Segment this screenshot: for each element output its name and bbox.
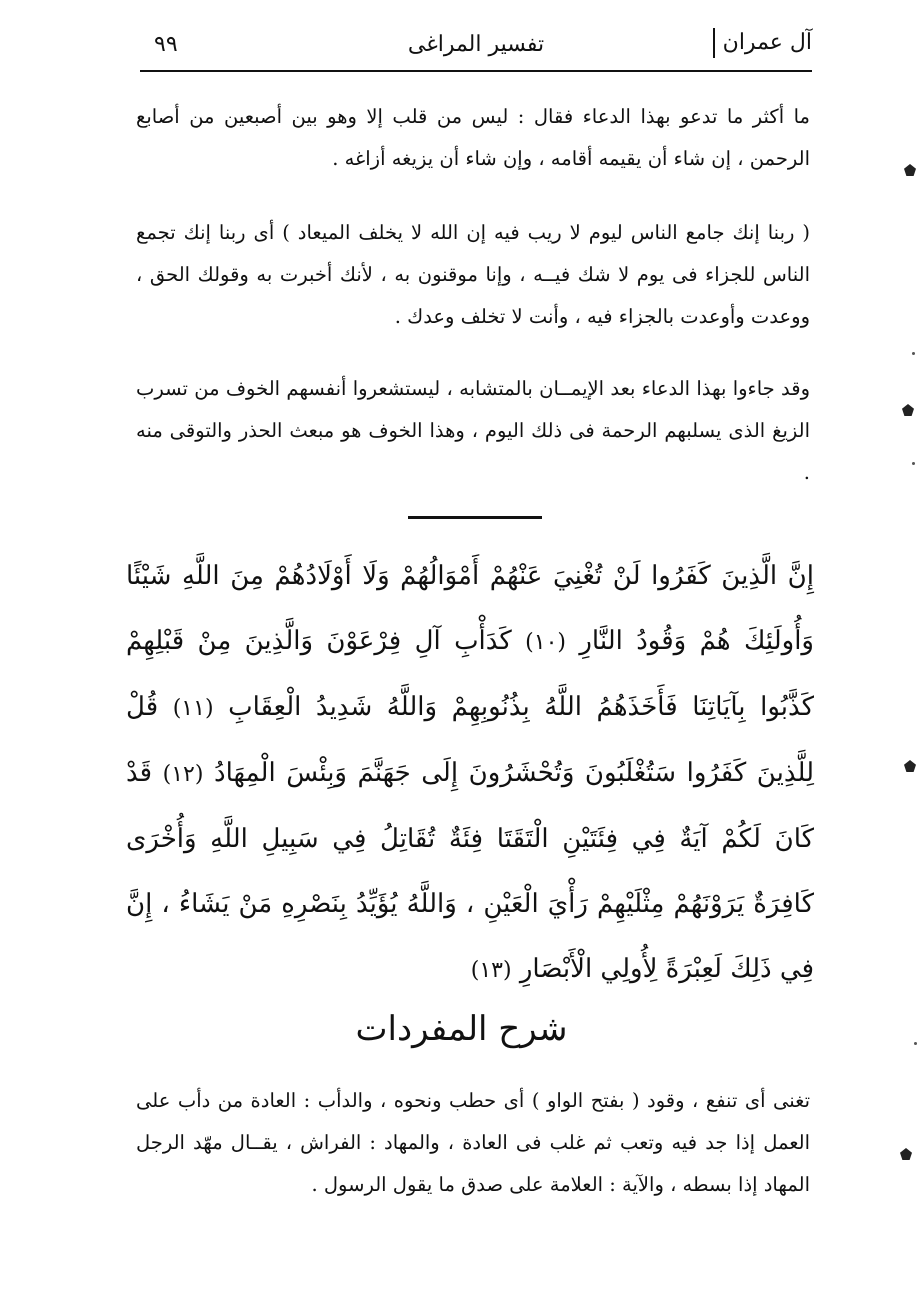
header-rule xyxy=(140,70,812,72)
scan-speck xyxy=(914,1042,917,1045)
scan-speck xyxy=(904,760,916,772)
verse-number: (١١) xyxy=(172,696,214,721)
verse-number: (١٢) xyxy=(162,762,204,787)
verse-text: كَدَأْبِ آلِ فِرْعَوْنَ وَالَّذِينَ مِنْ قَبْلِهِمْ كَذَّبُوا بِآيَاتِنَا فَأَخَذَهُمُ اللَّهُ بِذُنُوبِهِمْ وَاللَّهُ شَدِيدُ الْعِقَابِ xyxy=(126,626,815,722)
scan-speck xyxy=(900,1148,912,1160)
verse-text: إِنَّ الَّذِينَ كَفَرُوا لَنْ تُغْنِيَ عَنْهُمْ أَمْوَالُهُمْ وَلَا أَوْلَادُهُمْ مِنَ اللَّهِ شَيْئًا وَأُولَئِكَ هُمْ وَقُودُ النَّارِ xyxy=(126,561,814,656)
scan-speck xyxy=(904,164,916,176)
scan-speck xyxy=(912,352,915,355)
scan-speck xyxy=(912,462,915,465)
section-heading: شرح المفردات xyxy=(355,1009,568,1049)
quran-verses xyxy=(126,544,814,1003)
page-header xyxy=(140,20,812,68)
verse-text: قُلْ لِلَّذِينَ كَفَرُوا سَتُغْلَبُونَ وَتُحْشَرُونَ إِلَى جَهَنَّمَ وَبِئْسَ الْمِهَادُ xyxy=(126,692,815,788)
commentary-paragraph: وقد جاءوا بهذا الدعاء بعد الإيمــان بالمتشابه ، ليستشعروا أنفسهم الخوف من تسرب الزيغ الذى يسلبهم الرحمة فى ذلك اليوم ، وهذا الخوف هو مبعث الحذر والتوقى منه . xyxy=(136,377,810,484)
verse-text: قَدْ كَانَ لَكُمْ آيَةٌ فِي فِئَتَيْنِ الْتَقَتَا فِئَةٌ تُقَاتِلُ فِي سَبِيلِ اللَّهِ وَأُخْرَى كَافِرَةٌ يَرَوْنَهُمْ مِثْلَيْهِمْ رَأْيَ الْعَيْنِ ، وَاللَّهُ يُؤَيِّدُ بِنَصْرِهِ مَنْ يَشَاءُ ، إِنَّ فِي ذَلِكَ لَعِبْرَةً لِأُولِي الْأَبْصَارِ xyxy=(126,758,814,984)
commentary-paragraph: ( ربنا إنك جامع الناس ليوم لا ريب فيه إن الله لا يخلف الميعاد ) أى ربنا إنك تجمع الناس للجزاء فى يوم لا شك فيــه ، وإنا موقنون به ، لأنك أخبرت به وقولك الحق ، ووعدت وأوعدت بالجزاء فيه ، وأنت لا تخلف وعدك . xyxy=(136,221,810,328)
section-divider xyxy=(408,516,542,519)
verse-number: (١٠) xyxy=(525,630,566,655)
vocabulary-paragraph: تغنى أى تنفع ، وقود ( بفتح الواو ) أى حطب ونحوه ، والدأب : العادة من دأب على العمل إذا جد فيه وتعب ثم غلب فى العادة ، والمهاد : الفراش ، يقــال مهّد الرجل المهاد إذا بسطه ، والآية : العلامة على صدق ما يقول الرسول . xyxy=(136,1089,810,1196)
book-title: تفسير المراغى xyxy=(407,32,545,57)
commentary-paragraph: ما أكثر ما تدعو بهذا الدعاء فقال : ليس من قلب إلا وهو بين أصبعين من أصابع الرحمن ، إن شاء أن يقيمه أقامه ، وإن شاء أن يزيغه أزاغه . xyxy=(136,105,810,170)
scan-speck xyxy=(902,404,914,416)
surah-name: آل عمران xyxy=(713,28,812,58)
page-number: ٩٩ xyxy=(154,32,178,57)
verse-number: (١٣) xyxy=(470,958,512,983)
